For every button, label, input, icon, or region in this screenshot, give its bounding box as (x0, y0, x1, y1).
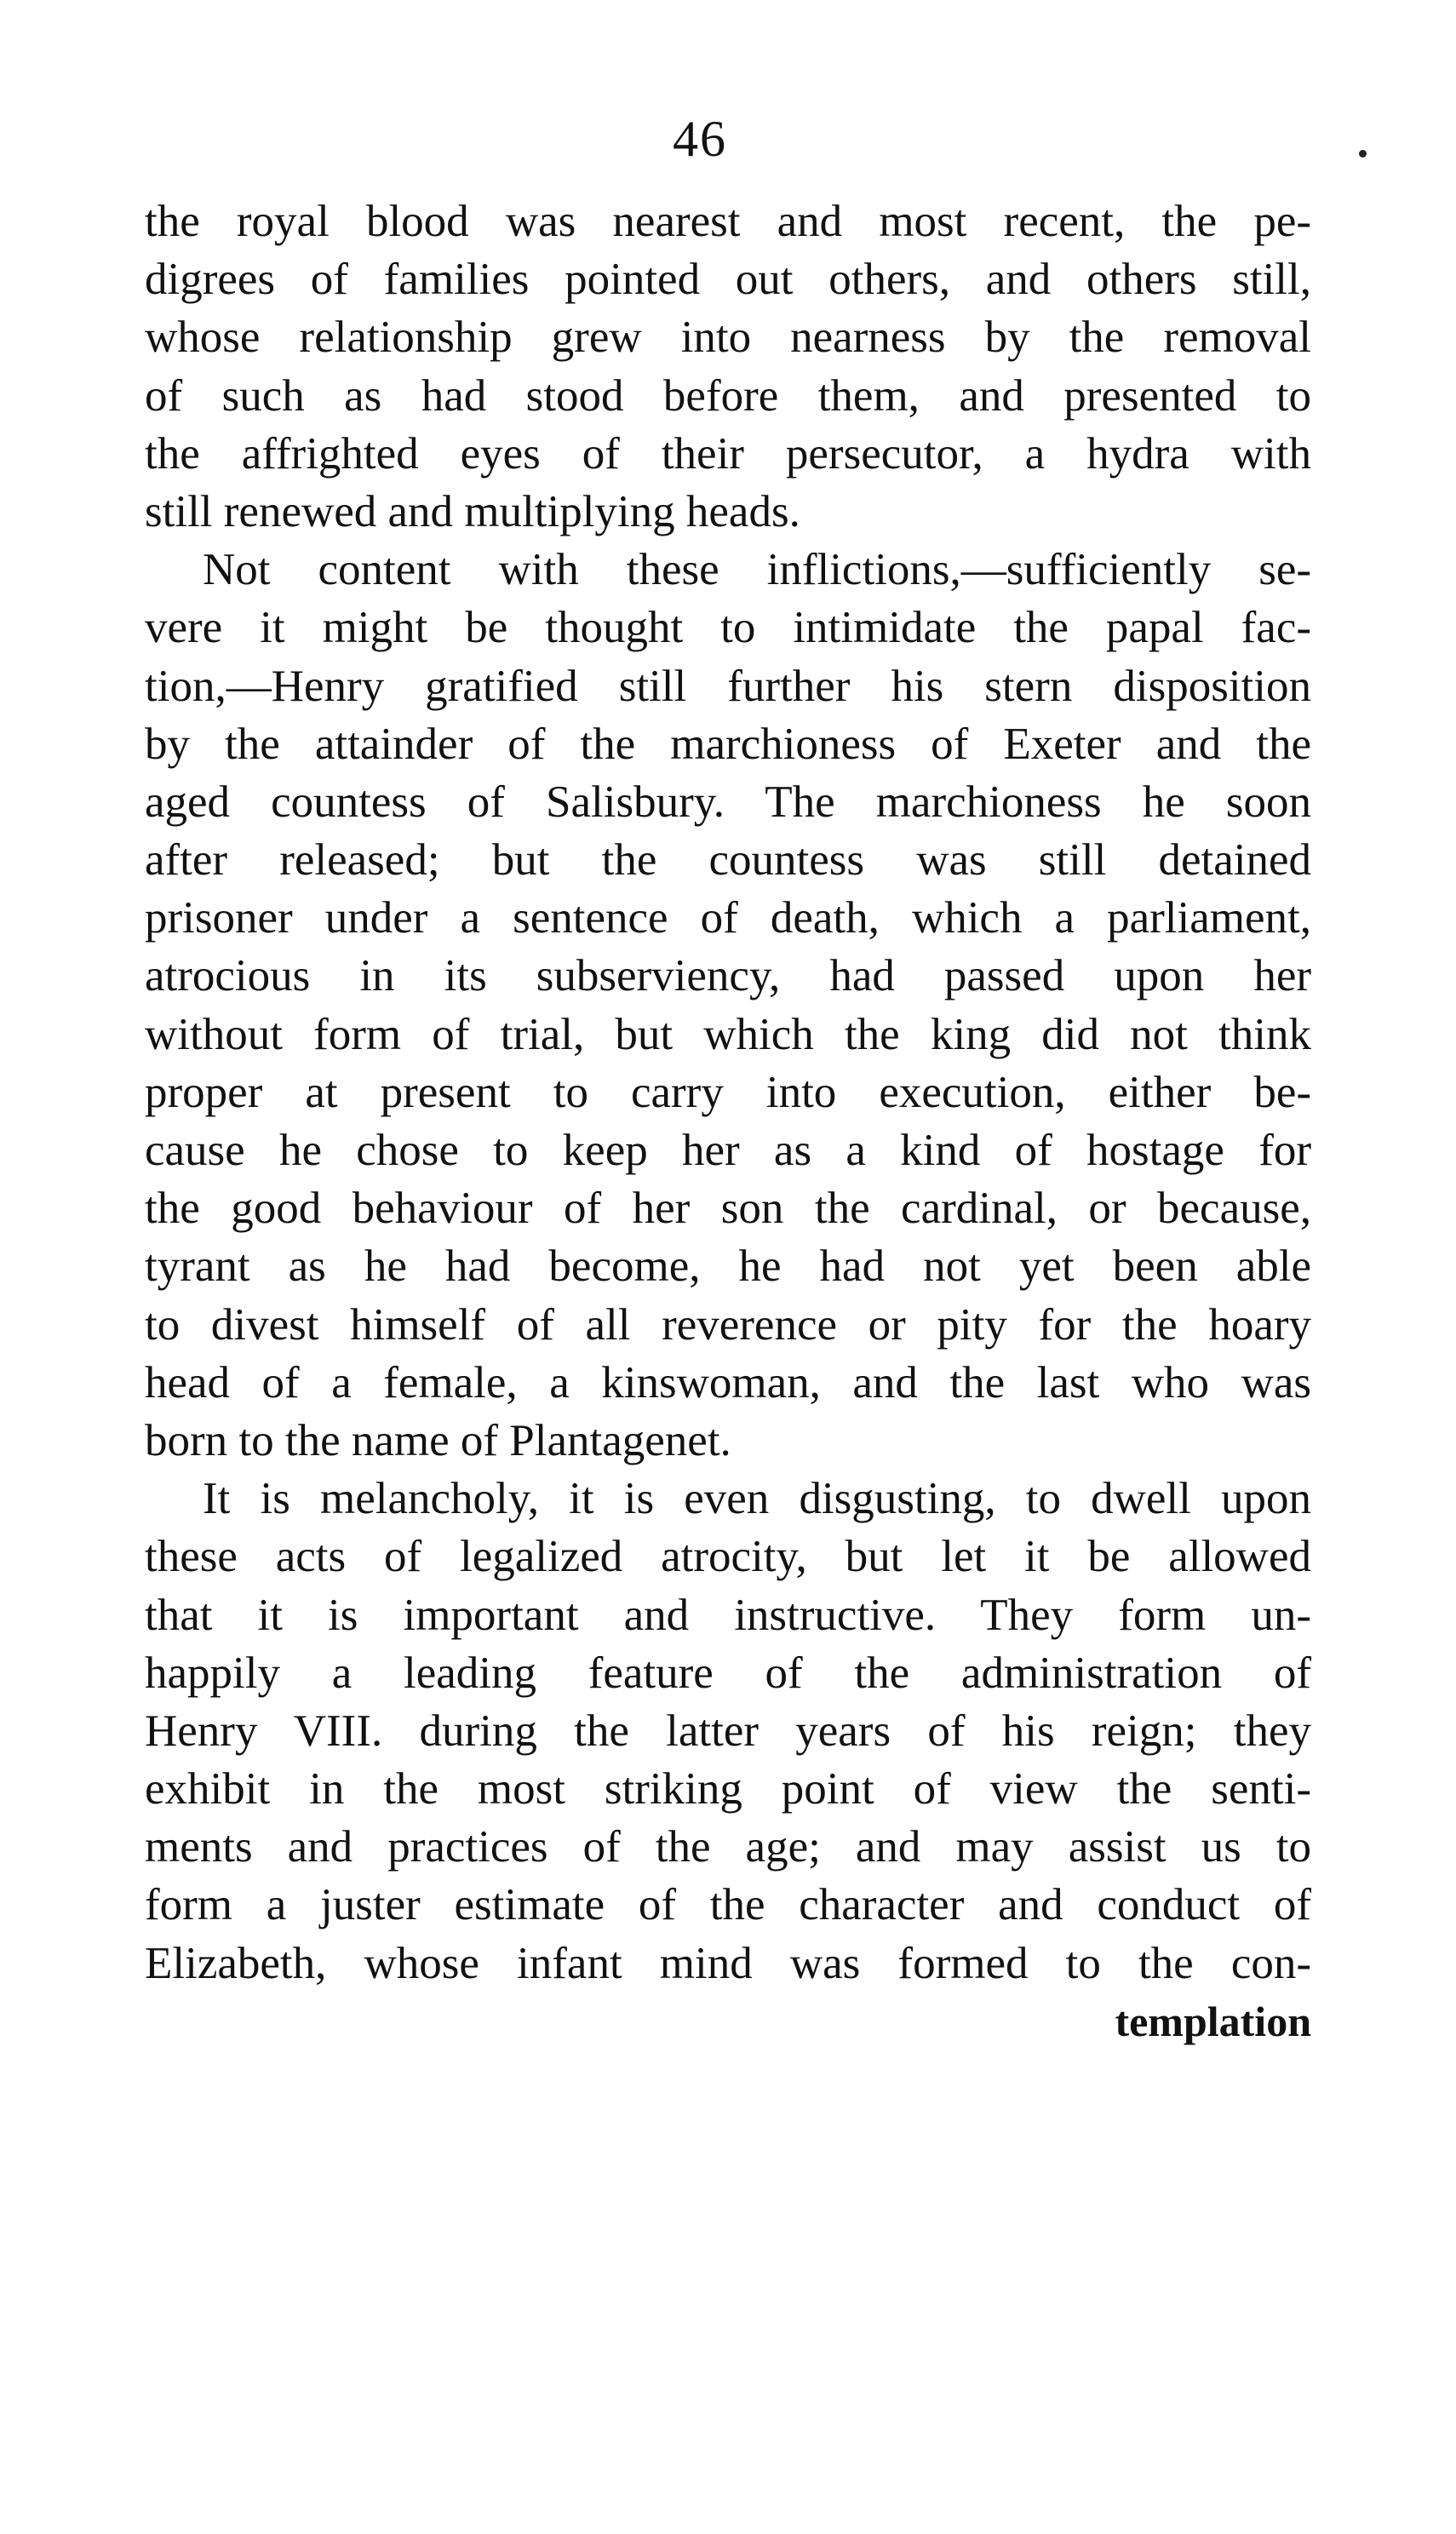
paragraph-start-line: Not content with these inflictions,—sufficiently se- (203, 545, 1311, 595)
text-line: Henry VIII. during the latter years of his reign; they (145, 1706, 1311, 1756)
text-line: whose relationship grew into nearness by the removal (145, 312, 1311, 363)
text-line: cause he chose to keep her as a kind of hostage for (145, 1126, 1311, 1175)
text-line: without form of trial, but which the king did not think (145, 1009, 1311, 1059)
text-line: of such as had stood before them, and presented to (145, 370, 1311, 421)
text-line: the good behaviour of her son the cardinal, or because, (145, 1184, 1311, 1234)
text-line: after released; but the countess was still detained (145, 835, 1311, 886)
text-line: atrocious in its subserviency, had passed upon her (145, 951, 1311, 1001)
text-line: aged countess of Salisbury. The marchioness he soon (145, 777, 1311, 827)
text-line: the affrighted eyes of their persecutor, a hydra with (145, 428, 1311, 479)
text-line: tion,—Henry gratified still further his stern disposition (145, 661, 1311, 711)
catchword: templation (1115, 1997, 1311, 2045)
text-line: still renewed and multiplying heads. (145, 486, 800, 536)
text-line: these acts of legalized atrocity, but let it be allowed (145, 1532, 1311, 1582)
text-line: by the attainder of the marchioness of Exeter and the (145, 719, 1311, 769)
text-line: Elizabeth, whose infant mind was formed to the con- (145, 1938, 1311, 1988)
paragraph-start-line: It is melancholy, it is even disgusting, to dwell upon (203, 1474, 1311, 1524)
text-line: exhibit in the most striking point of view the senti- (145, 1764, 1311, 1815)
text-line: digrees of families pointed out others, and others still, (145, 255, 1311, 305)
page-number: 46 (673, 111, 727, 167)
text-line: head of a female, a kinswoman, and the last who was (145, 1357, 1311, 1407)
text-line: form a juster estimate of the character and conduct of (145, 1880, 1311, 1930)
body-text (145, 192, 1311, 2050)
text-line: that it is important and instructive. They form un- (145, 1590, 1311, 1640)
text-line: proper at present to carry into execution, either be- (145, 1067, 1311, 1117)
text-line: the royal blood was nearest and most recent, the pe- (145, 197, 1311, 246)
text-line: tyrant as he had become, he had not yet been able (145, 1241, 1311, 1292)
text-line: ments and practices of the age; and may assist us to (145, 1822, 1311, 1872)
text-line: vere it might be thought to intimidate the papal fac- (145, 603, 1311, 653)
text-line: happily a leading feature of the administration of (145, 1648, 1311, 1698)
text-line: prisoner under a sentence of death, which a parliament, (145, 893, 1311, 943)
text-line: born to the name of Plantagenet. (145, 1415, 731, 1465)
text-line: to divest himself of all reverence or pity for the hoary (145, 1299, 1311, 1350)
printer-mark (1359, 150, 1367, 158)
